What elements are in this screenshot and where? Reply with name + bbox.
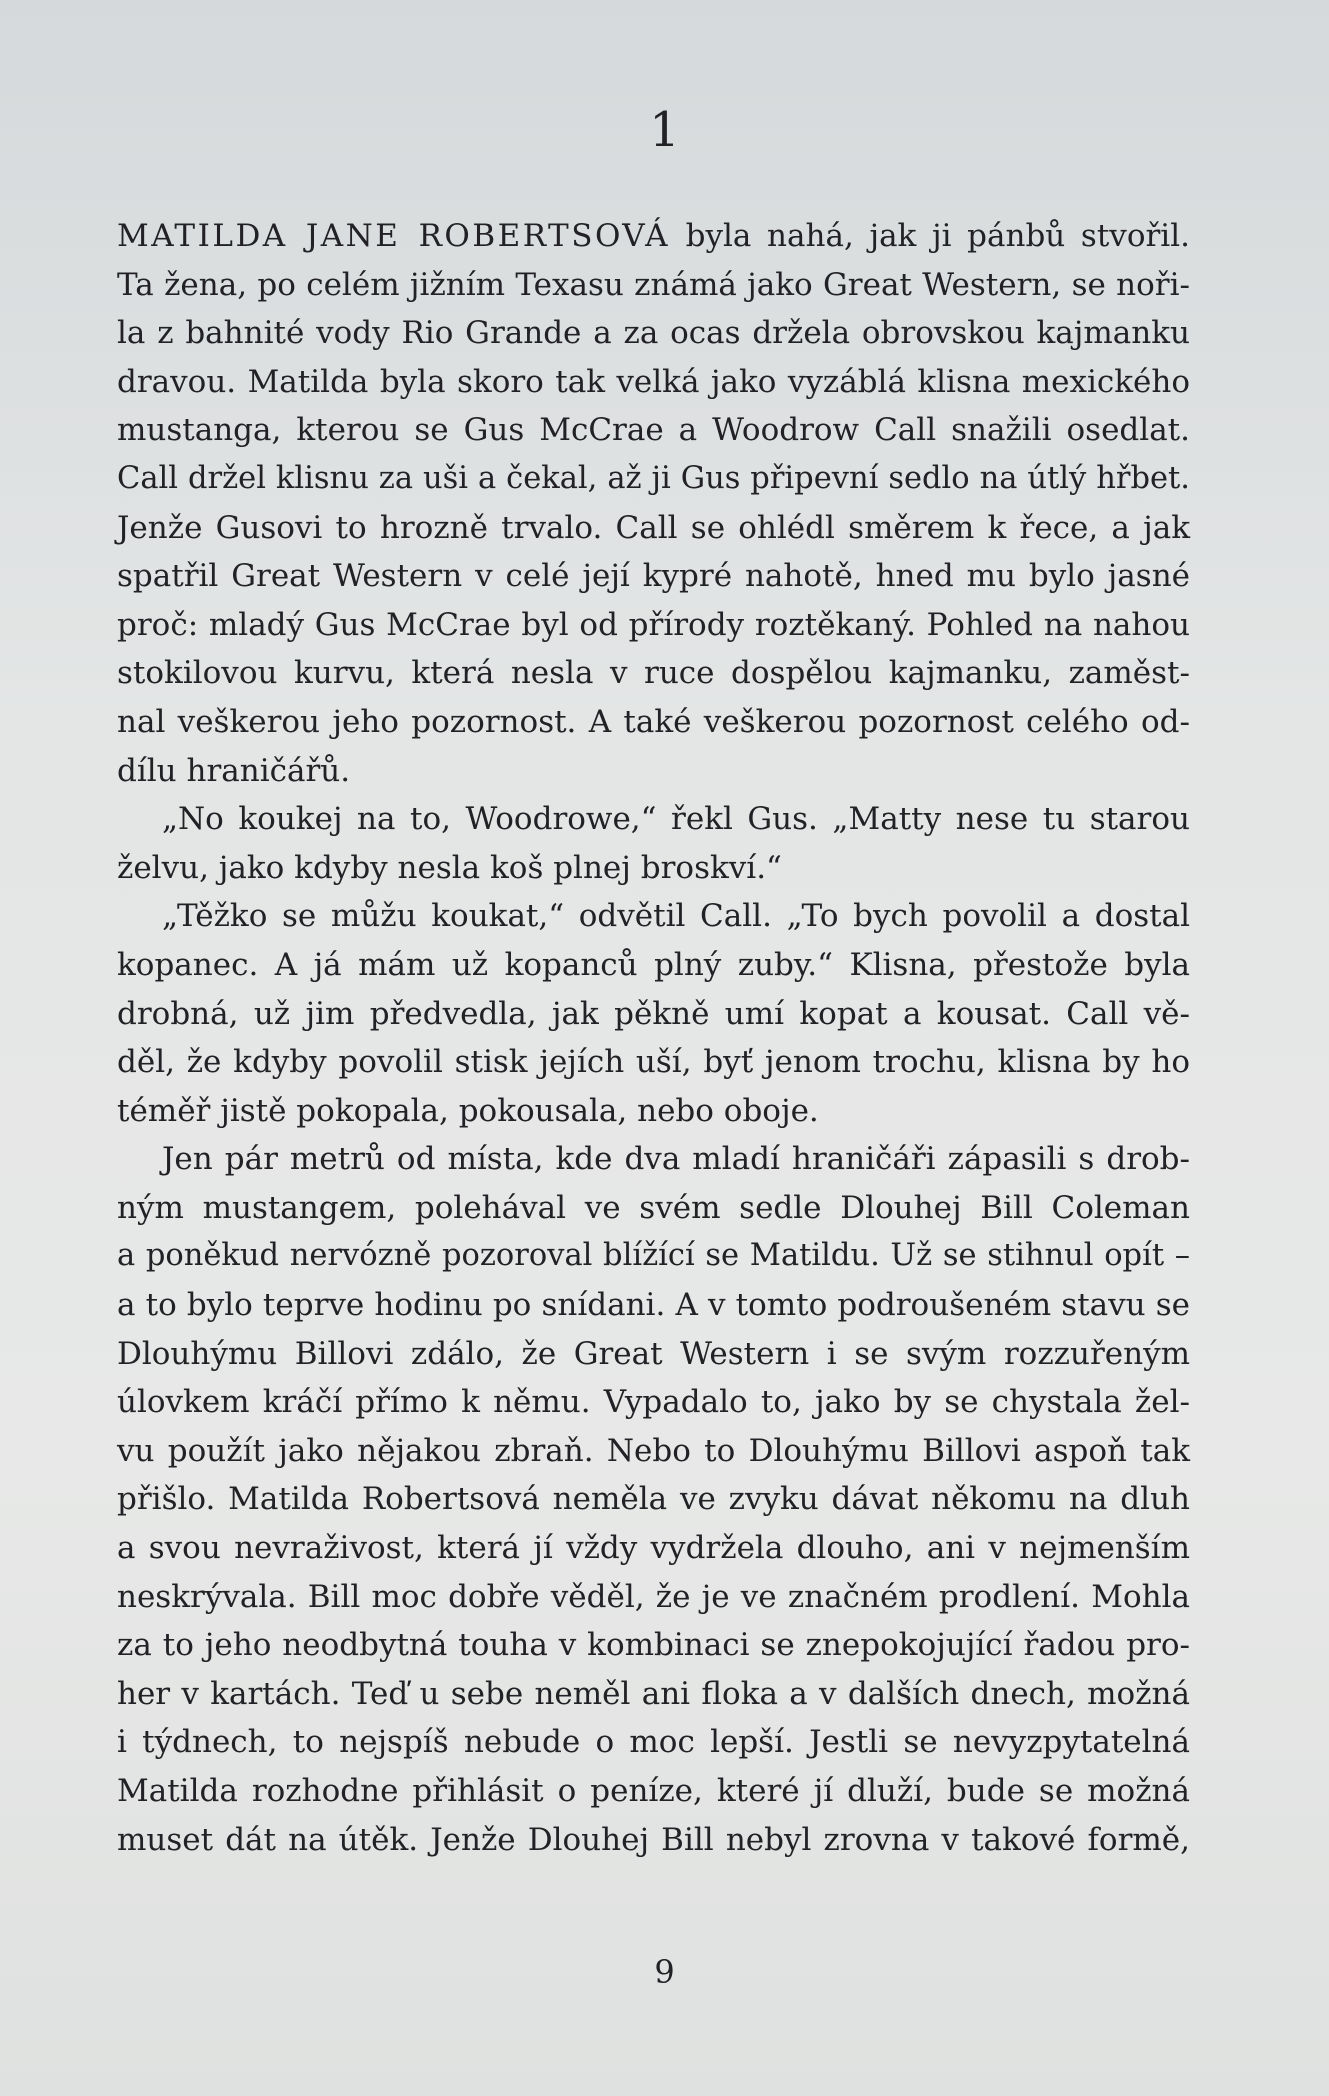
chapter-number: 1: [649, 102, 680, 158]
text-line: dravou. Matilda byla skoro tak velká jako vyzáblá klisna mexického: [117, 363, 1190, 400]
text-line: a svou nevraživost, která jí vždy vydržela dlouho, ani v nejmenším: [117, 1530, 1190, 1567]
text-line: Ta žena, po celém jižním Texasu známá jako Great Western, se noři-: [117, 266, 1190, 303]
text-line: děl, že kdyby povolil stisk jejích uší, byť jenom trochu, klisna by ho: [117, 1044, 1190, 1081]
text-line: vu použít jako nějakou zbraň. Nebo to Dlouhýmu Billovi aspoň tak: [117, 1432, 1190, 1469]
text-line: her v kartách. Teď u sebe neměl ani floka a v dalších dnech, možná: [117, 1675, 1190, 1712]
text-line: i týdnech, to nejspíš nebude o moc lepší. Jestli se nevyzpytatelná: [117, 1724, 1190, 1761]
text-line: neskrývala. Bill moc dobře věděl, že je ve značném prodlení. Mohla: [117, 1578, 1190, 1615]
lead-smallcaps: MATILDA JANE ROBERTSOVÁ: [117, 218, 670, 254]
text-line: a poněkud nervózně pozoroval blížící se Matildu. Už se stihnul opít –: [117, 1238, 1190, 1274]
text-line: nal veškerou jeho pozornost. A také veškerou pozornost celého od-: [117, 703, 1190, 740]
text-line: muset dát na útěk. Jenže Dlouhej Bill nebyl zrovna v takové formě,: [117, 1821, 1190, 1858]
text-line: kopanec. A já mám už kopanců plný zuby.“ Klisna, přestože byla: [117, 946, 1190, 983]
text-line: Matilda rozhodne přihlásit o peníze, které jí dluží, bude se možná: [117, 1773, 1190, 1809]
text-line: proč: mladý Gus McCrae byl od přírody roztěkaný. Pohled na nahou: [117, 606, 1190, 643]
text-line-content: byla nahá, jak ji pánbů stvořil.: [669, 218, 1190, 254]
text-line: dílu hraničářů.: [117, 752, 351, 789]
text-line: Jen pár metrů od místa, kde dva mladí hraničáři zápasili s drob-: [162, 1141, 1190, 1178]
text-line: „Těžko se můžu koukat,“ odvětil Call. „To bych povolil a dostal: [162, 898, 1190, 935]
text-line: Call držel klisnu za uši a čekal, až ji Gus připevní sedlo na útlý hřbet.: [117, 460, 1190, 496]
text-line: úlovkem kráčí přímo k němu. Vypadalo to, jako by se chystala žel-: [117, 1384, 1190, 1421]
body-text: [117, 212, 1190, 1864]
text-line: spatřil Great Western v celé její kypré nahotě, hned mu bylo jasné: [117, 558, 1190, 595]
text-line: ným mustangem, polehával ve svém sedle Dlouhej Bill Coleman: [117, 1189, 1190, 1226]
text-line: [117, 212, 1190, 261]
text-line: la z bahnité vody Rio Grande a za ocas držela obrovskou kajmanku: [117, 315, 1190, 352]
text-line: mustanga, kterou se Gus McCrae a Woodrow Call snažili osedlat.: [117, 412, 1190, 449]
text-line: Jenže Gusovi to hrozně trvalo. Call se ohlédl směrem k řece, a jak: [117, 509, 1190, 546]
text-line: „No koukej na to, Woodrowe,“ řekl Gus. „Matty nese tu starou: [162, 801, 1190, 838]
text-line: stokilovou kurvu, která nesla v ruce dospělou kajmanku, zaměst-: [117, 655, 1190, 692]
text-line: přišlo. Matilda Robertsová neměla ve zvyku dávat někomu na dluh: [117, 1481, 1190, 1518]
text-line: za to jeho neodbytná touha v kombinaci se znepokojující řadou pro-: [117, 1627, 1190, 1664]
text-line: a to bylo teprve hodinu po snídani. A v tomto podroušeném stavu se: [117, 1287, 1190, 1324]
text-line: téměř jistě pokopala, pokousala, nebo oboje.: [117, 1092, 819, 1129]
text-line: Dlouhýmu Billovi zdálo, že Great Western i se svým rozzuřeným: [117, 1335, 1190, 1372]
text-line: drobná, už jim předvedla, jak pěkně umí kopat a kousat. Call vě-: [117, 995, 1190, 1032]
text-line: želvu, jako kdyby nesla koš plnej broskví.“: [117, 849, 782, 886]
page-number: 9: [654, 1953, 675, 1991]
